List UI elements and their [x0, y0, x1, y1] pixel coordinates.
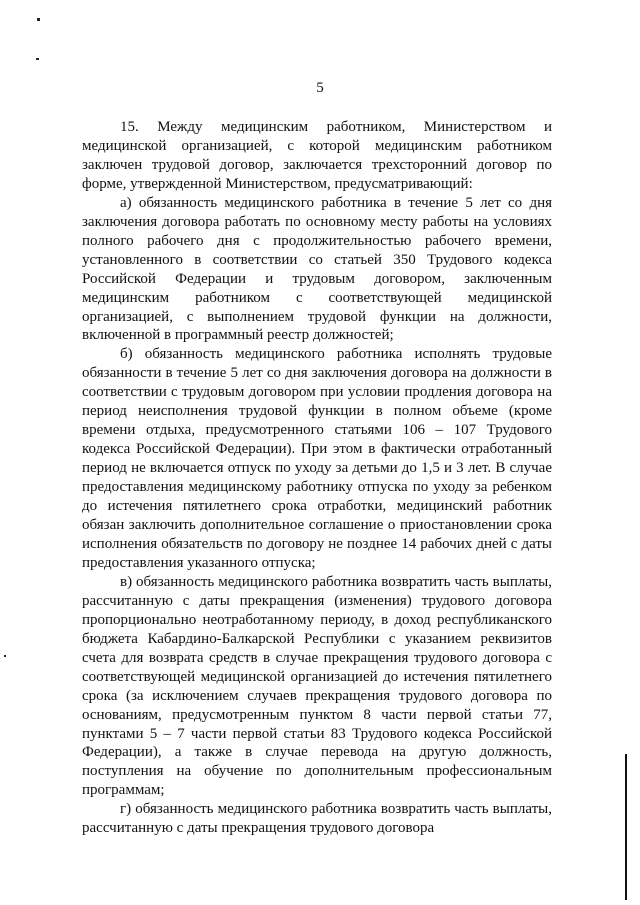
scan-mark-top	[37, 18, 40, 21]
scan-mark-left-lower	[4, 655, 6, 657]
paragraph-15: 15. Между медицинским работником, Министерством и медицинской организацией, с которой медицинским работником заключен трудовой договор, заключается трехсторонний договор по форме, утвержденной Министерством, предусматривающий:	[82, 119, 552, 192]
document-body	[82, 118, 552, 838]
scan-mark-left	[36, 58, 39, 60]
page-number: 5	[316, 80, 324, 96]
paragraph-v: в) обязанность медицинского работника возвратить часть выплаты, рассчитанную с даты прекращения (изменения) трудового договора пропорционально неотработанному периоду, в доход республиканского бюджета Кабардино-Балкарской Республики с указанием реквизитов счета для возврата средств в случае прекращения трудового договора с соответствующей медицинской организацией до истечения пятилетнего срока (за исключением случаев прекращения трудового договора по основаниям, предусмотренным пунктом 8 части первой статьи 77, пунктами 5 – 7 части первой статьи 83 Трудового кодекса Российской Федерации), а также в случае перевода на другую должность, поступления на обучение по дополнительным профессиональным программам;	[82, 573, 552, 799]
scan-edge-line	[625, 754, 627, 900]
paragraph-g: г) обязанность медицинского работника возвратить часть выплаты, рассчитанную с даты прекращения трудового договора	[82, 801, 552, 837]
paragraph-a: а) обязанность медицинского работника в течение 5 лет со дня заключения договора работать по основному месту работы на условиях полного рабочего дня с продолжительностью рабочего времени, установленного в соответствии со статьей 350 Трудового кодекса Российской Федерации и трудовым договором, заключенным медицинским работником с соответствующей медицинской организацией, с выполнением трудовой функции на должности, включенной в программный реестр должностей;	[82, 194, 552, 344]
paragraph-b: б) обязанность медицинского работника исполнять трудовые обязанности в течение 5 лет со дня заключения договора на должности в соответствии с трудовым договором при условии продления договора на период неисполнения трудовой функции в полном объеме (кроме времени отдыха, предусмотренного статьями 106 – 107 Трудового кодекса Российской Федерации). При этом в фактически отработанный период не включается отпуск по уходу за детьми до 1,5 и 3 лет. В случае предоставления медицинскому работнику отпуска по уходу за ребенком до истечения пятилетнего срока отработки, медицинский работник обязан заключить дополнительное соглашение о приостановлении срока исполнения обязательств по договору не позднее 14 рабочих дней с даты предоставления указанного отпуска;	[82, 346, 552, 571]
